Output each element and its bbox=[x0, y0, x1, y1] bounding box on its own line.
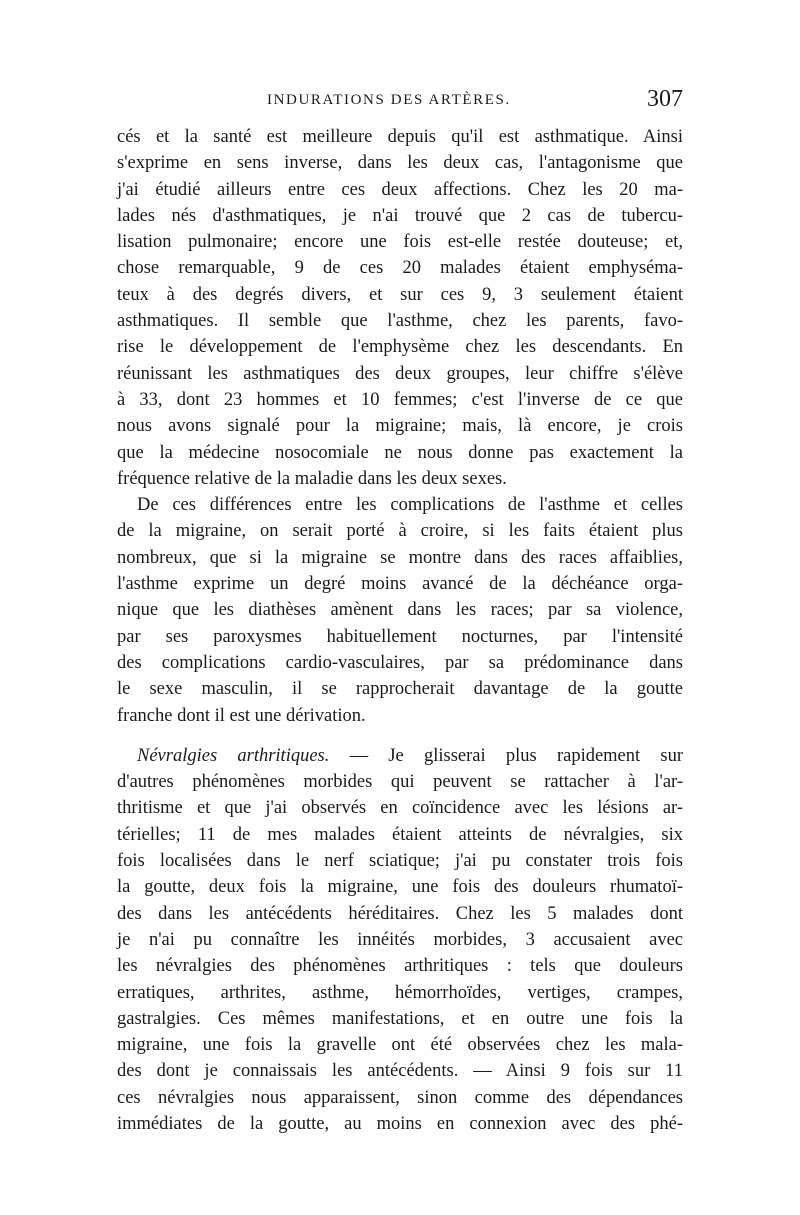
text-line: De ces différences entre les complications de l'asthme et celles bbox=[137, 495, 683, 516]
paragraph-gap bbox=[117, 729, 683, 743]
heading-continuation: — Je glisserai plus rapidement sur bbox=[329, 745, 683, 766]
text-line bbox=[117, 743, 683, 769]
text-line: nombreux, que si la migraine se montre dans des races affaiblies, bbox=[117, 547, 683, 568]
text-line: des dont je connaissais les antécédents. — Ainsi 9 fois sur 11 bbox=[117, 1061, 683, 1082]
text-line: à 33, dont 23 hommes et 10 femmes; c'est l'inverse de ce que bbox=[117, 389, 683, 410]
text-line: nous avons signalé pour la migraine; mais, là encore, je crois bbox=[117, 416, 683, 437]
text-line: des complications cardio-vasculaires, par sa prédominance dans bbox=[117, 652, 683, 673]
running-title: INDURATIONS DES ARTÈRES. bbox=[267, 92, 511, 108]
text-line: lades nés d'asthmatiques, je n'ai trouvé que 2 cas de tubercu- bbox=[117, 205, 683, 226]
text-line: de la migraine, on serait porté à croire, si les faits étaient plus bbox=[117, 521, 683, 542]
text-line: migraine, une fois la gravelle ont été observées chez les mala- bbox=[117, 1035, 683, 1056]
text-line: des dans les antécédents héréditaires. Chez les 5 malades dont bbox=[117, 903, 683, 924]
text-line: la goutte, deux fois la migraine, une fois des douleurs rhumatoï- bbox=[117, 877, 683, 898]
text-line: le sexe masculin, il se rapprocherait davantage de la goutte bbox=[117, 679, 683, 700]
text-line: je n'ai pu connaître les innéités morbides, 3 accusaient avec bbox=[117, 929, 683, 950]
text-line: fois localisées dans le nerf sciatique; j'ai pu constater trois fois bbox=[117, 851, 683, 872]
text-line: teux à des degrés divers, et sur ces 9, 3 seulement étaient bbox=[117, 284, 683, 305]
text-line: s'exprime en sens inverse, dans les deux cas, l'antagonisme que bbox=[117, 153, 683, 174]
text-line: que la médecine nosocomiale ne nous donne pas exactement la bbox=[117, 442, 683, 463]
paragraph-2 bbox=[117, 492, 683, 729]
text-line: rise le développement de l'emphysème chez les descendants. En bbox=[117, 337, 683, 358]
page-number: 307 bbox=[647, 86, 683, 112]
text-line: franche dont il est une dérivation. bbox=[117, 705, 366, 726]
text-line: l'asthme exprime un degré moins avancé de la déchéance orga- bbox=[117, 574, 683, 595]
text-line: thritisme et que j'ai observés en coïncidence avec les lésions ar- bbox=[117, 798, 683, 819]
text-line: réunissant les asthmatiques des deux groupes, leur chiffre s'élève bbox=[117, 363, 683, 384]
text-line: par ses paroxysmes habituellement nocturnes, par l'intensité bbox=[117, 626, 683, 647]
text-line: térielles; 11 de mes malades étaient atteints de névralgies, six bbox=[117, 824, 683, 845]
text-line: asthmatiques. Il semble que l'asthme, chez les parents, favo- bbox=[117, 311, 683, 332]
text-line: gastralgies. Ces mêmes manifestations, et en outre une fois la bbox=[117, 1008, 683, 1029]
running-head bbox=[117, 86, 683, 116]
section-heading: Névralgies arthritiques. bbox=[137, 745, 330, 766]
text-line: lisation pulmonaire; encore une fois est-elle restée douteuse; et, bbox=[117, 232, 683, 253]
text-line: chose remarquable, 9 de ces 20 malades étaient emphyséma- bbox=[117, 258, 683, 279]
paragraph-1 bbox=[117, 124, 683, 492]
text-line: erratiques, arthrites, asthme, hémorrhoïdes, vertiges, crampes, bbox=[117, 982, 683, 1003]
text-line: d'autres phénomènes morbides qui peuvent se rattacher à l'ar- bbox=[117, 772, 683, 793]
paragraph-3 bbox=[117, 743, 683, 1137]
body-text bbox=[117, 124, 683, 1137]
text-line: nique que les diathèses amènent dans les races; par sa violence, bbox=[117, 600, 683, 621]
text-line: ces névralgies nous apparaissent, sinon comme des dépendances bbox=[117, 1087, 683, 1108]
text-line: j'ai étudié ailleurs entre ces deux affections. Chez les 20 ma- bbox=[117, 179, 683, 200]
text-line: les névralgies des phénomènes arthritiques : tels que douleurs bbox=[117, 956, 683, 977]
text-line: immédiates de la goutte, au moins en connexion avec des phé- bbox=[117, 1113, 683, 1134]
text-line: fréquence relative de la maladie dans les deux sexes. bbox=[117, 468, 507, 489]
text-line: cés et la santé est meilleure depuis qu'il est asthmatique. Ainsi bbox=[117, 127, 683, 147]
